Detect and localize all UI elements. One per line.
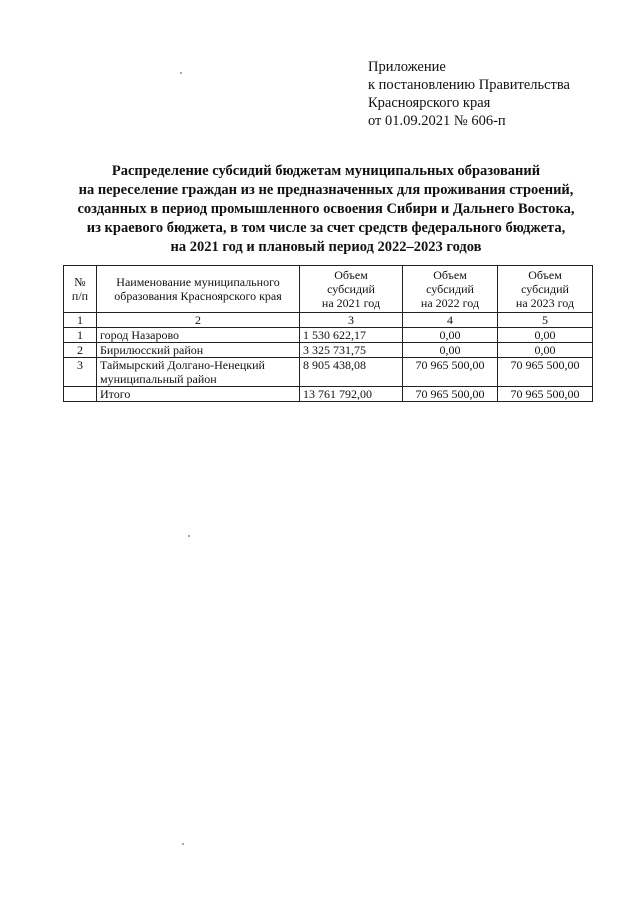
total-2021-cell: 13 761 792,00 [300, 387, 403, 402]
document-title [40, 162, 612, 257]
amount-2023-cell: 0,00 [498, 328, 593, 343]
municipality-cell: Таймырский Долгано-Ненецкий муниципальный район [97, 358, 300, 387]
table-row [64, 328, 593, 343]
subsidy-table [63, 265, 593, 402]
row-number-cell: 3 [64, 358, 97, 387]
amount-2021-cell: 8 905 438,08 [300, 358, 403, 387]
amount-2022-cell: 70 965 500,00 [403, 358, 498, 387]
column-number-cell: 3 [300, 313, 403, 328]
appendix-line: Приложение [368, 59, 446, 75]
title-line: на 2021 год и плановый период 2022–2023 годов [170, 239, 482, 255]
header-cell: Наименование муниципального образования Красноярского края [97, 266, 300, 313]
column-number-cell: 4 [403, 313, 498, 328]
title-line: из краевого бюджета, в том числе за счет средств федерального бюджета, [86, 220, 566, 236]
appendix-block [368, 58, 618, 130]
title-line: созданных в период промышленного освоения Сибири и Дальнего Востока, [77, 201, 575, 217]
table-row [64, 358, 593, 387]
row-number-cell [64, 387, 97, 402]
amount-2023-cell: 0,00 [498, 343, 593, 358]
amount-2022-cell: 0,00 [403, 328, 498, 343]
scan-speck [180, 72, 182, 74]
table-header-row [64, 266, 593, 313]
title-line: Распределение субсидий бюджетам муниципальных образований [111, 163, 541, 179]
column-number-cell: 5 [498, 313, 593, 328]
title-line: на переселение граждан из не предназначенных для проживания строений, [78, 182, 574, 198]
header-cell: Объем субсидий на 2022 год [403, 266, 498, 313]
appendix-line: от 01.09.2021 № 606-п [368, 113, 506, 129]
row-number-cell: 1 [64, 328, 97, 343]
column-number-cell: 2 [97, 313, 300, 328]
appendix-line: к постановлению Правительства [368, 77, 570, 93]
municipality-cell: Бирилюсский район [97, 343, 300, 358]
municipality-cell: город Назарово [97, 328, 300, 343]
header-cell: Объем субсидий на 2021 год [300, 266, 403, 313]
header-cell: № п/п [64, 266, 97, 313]
amount-2022-cell: 0,00 [403, 343, 498, 358]
amount-2023-cell: 70 965 500,00 [498, 358, 593, 387]
amount-2021-cell: 3 325 731,75 [300, 343, 403, 358]
total-2022-cell: 70 965 500,00 [403, 387, 498, 402]
total-label-cell: Итого [97, 387, 300, 402]
row-number-cell: 2 [64, 343, 97, 358]
column-number-row [64, 313, 593, 328]
total-row [64, 387, 593, 402]
scan-speck [188, 535, 190, 537]
appendix-line: Красноярского края [368, 95, 491, 111]
table-row [64, 343, 593, 358]
column-number-cell: 1 [64, 313, 97, 328]
total-2023-cell: 70 965 500,00 [498, 387, 593, 402]
header-cell: Объем субсидий на 2023 год [498, 266, 593, 313]
scan-speck [182, 843, 184, 845]
amount-2021-cell: 1 530 622,17 [300, 328, 403, 343]
